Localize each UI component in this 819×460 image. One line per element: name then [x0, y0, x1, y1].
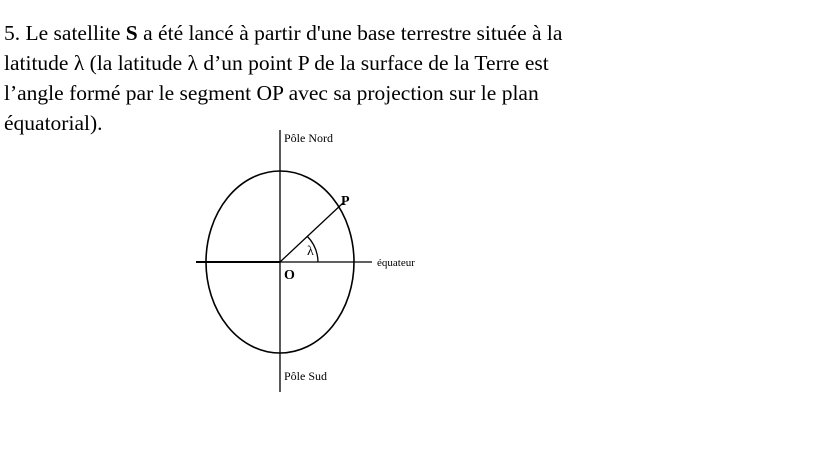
- problem-line-2: latitude λ (la latitude λ d’un point P de la surface de la Terre est: [4, 51, 549, 75]
- north-pole-label: Pôle Nord: [284, 131, 333, 145]
- problem-line-3: l’angle formé par le segment OP avec sa projection sur le plan: [4, 81, 539, 105]
- point-p-label: P: [341, 194, 350, 209]
- problem-line-1-end: a été lancé à partir d'une base terrestre située à la: [137, 21, 563, 45]
- origin-label: O: [284, 268, 295, 283]
- equator-label: équateur: [377, 257, 415, 269]
- problem-line-1-start: Le satellite: [20, 21, 126, 45]
- angle-label: λ: [307, 244, 314, 259]
- problem-number: 5.: [4, 21, 21, 45]
- satellite-letter: S: [125, 21, 138, 45]
- south-pole-label: Pôle Sud: [284, 369, 328, 383]
- problem-line-4: équatorial).: [4, 111, 103, 135]
